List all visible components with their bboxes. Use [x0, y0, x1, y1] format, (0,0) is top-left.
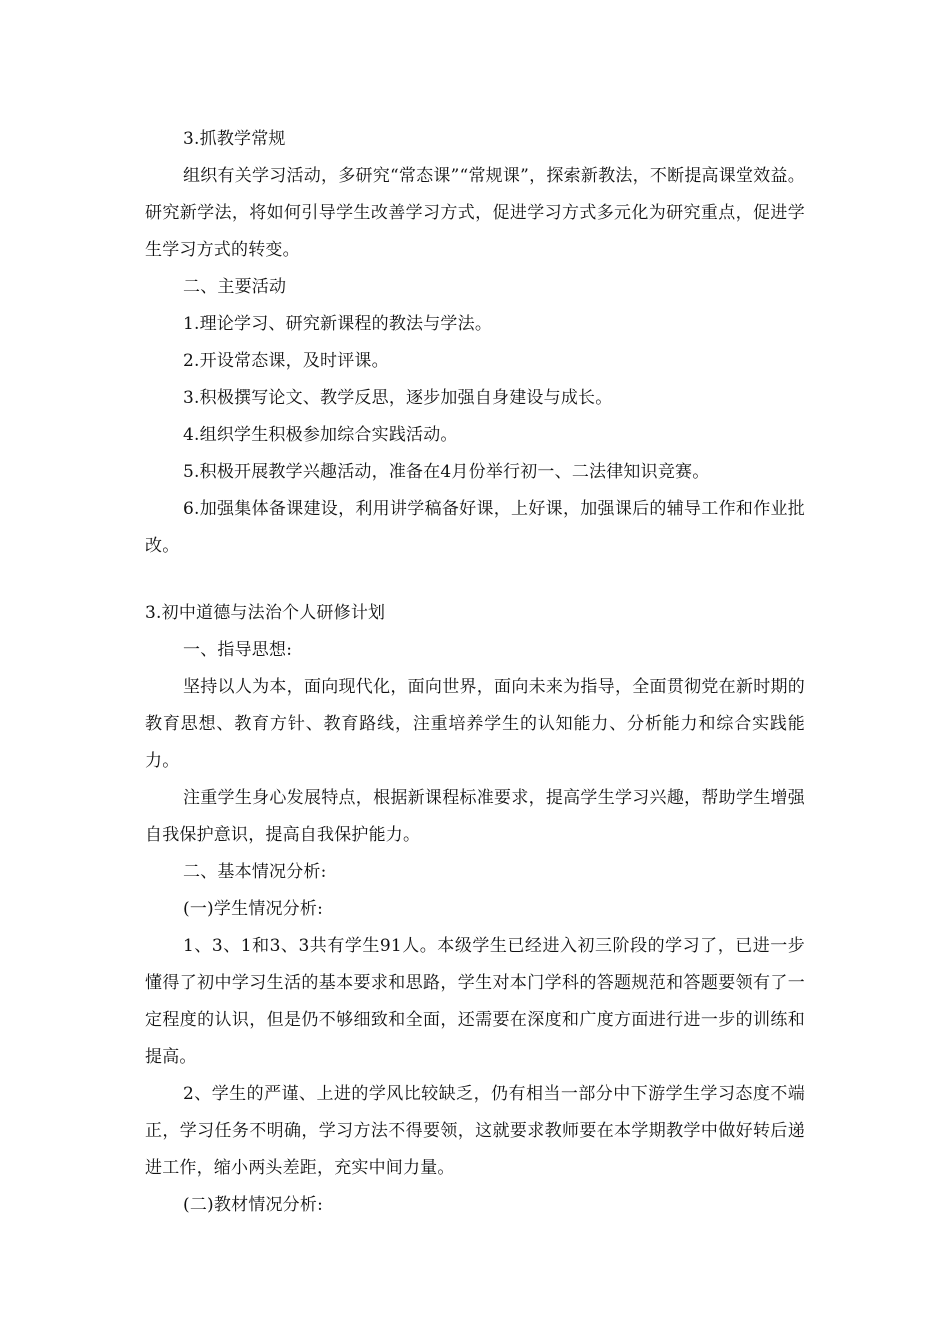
list-item: 2.开设常态课，及时评课。 — [183, 351, 389, 371]
list-item: 6.加强集体备课建设，利用讲学稿备好课，上好课，加强课后的辅导工作和作业批改。 — [145, 499, 805, 556]
section-spacer — [145, 565, 805, 595]
section-heading: 3.抓教学常规 — [183, 129, 286, 149]
section-heading: 一、指导思想: — [183, 640, 293, 660]
list-item: 5.积极开展教学兴趣活动，准备在4月份举行初一、二法律知识竞赛。 — [183, 462, 710, 482]
list-item: 3.积极撰写论文、教学反思，逐步加强自身建设与成长。 — [183, 388, 613, 408]
paragraph: 注重学生身心发展特点，根据新课程标准要求，提高学生学习兴趣，帮助学生增强自我保护意识，提高自我保护能力。 — [145, 788, 805, 845]
section-heading: 二、主要活动 — [183, 277, 287, 297]
paragraph: 2、学生的严谨、上进的学风比较缺乏，仍有相当一部分中下游学生学习态度不端正，学习任务不明确，学习方法不得要领，这就要求教师要在本学期教学中做好转后递进工作，缩小两头差距，充实中间力量。 — [145, 1084, 805, 1178]
paragraph: 组织有关学习活动，多研究“常态课”“常规课”，探索新教法，不断提高课堂效益。研究新学法，将如何引导学生改善学习方式，促进学习方式多元化为研究重点，促进学生学习方式的转变。 — [145, 166, 805, 260]
list-item: 1.理论学习、研究新课程的教法与学法。 — [183, 314, 493, 334]
subsection-heading: (二)教材情况分析: — [183, 1195, 323, 1215]
document-body — [145, 121, 805, 1224]
document-title: 3.初中道德与法治个人研修计划 — [145, 603, 386, 623]
paragraph: 坚持以人为本，面向现代化，面向世界，面向未来为指导，全面贯彻党在新时期的教育思想、教育方针、教育路线，注重培养学生的认知能力、分析能力和综合实践能力。 — [145, 677, 805, 771]
subsection-heading: (一)学生情况分析: — [183, 899, 323, 919]
list-item: 4.组织学生积极参加综合实践活动。 — [183, 425, 458, 445]
section-heading: 二、基本情况分析: — [183, 862, 327, 882]
paragraph: 1、3、1和3、3共有学生91人。本级学生已经进入初三阶段的学习了，已进一步懂得了初中学习生活的基本要求和思路，学生对本门学科的答题规范和答题要领有了一定程度的认识，但是仍不够细致和全面，还需要在深度和广度方面进行进一步的训练和提高。 — [145, 936, 805, 1067]
